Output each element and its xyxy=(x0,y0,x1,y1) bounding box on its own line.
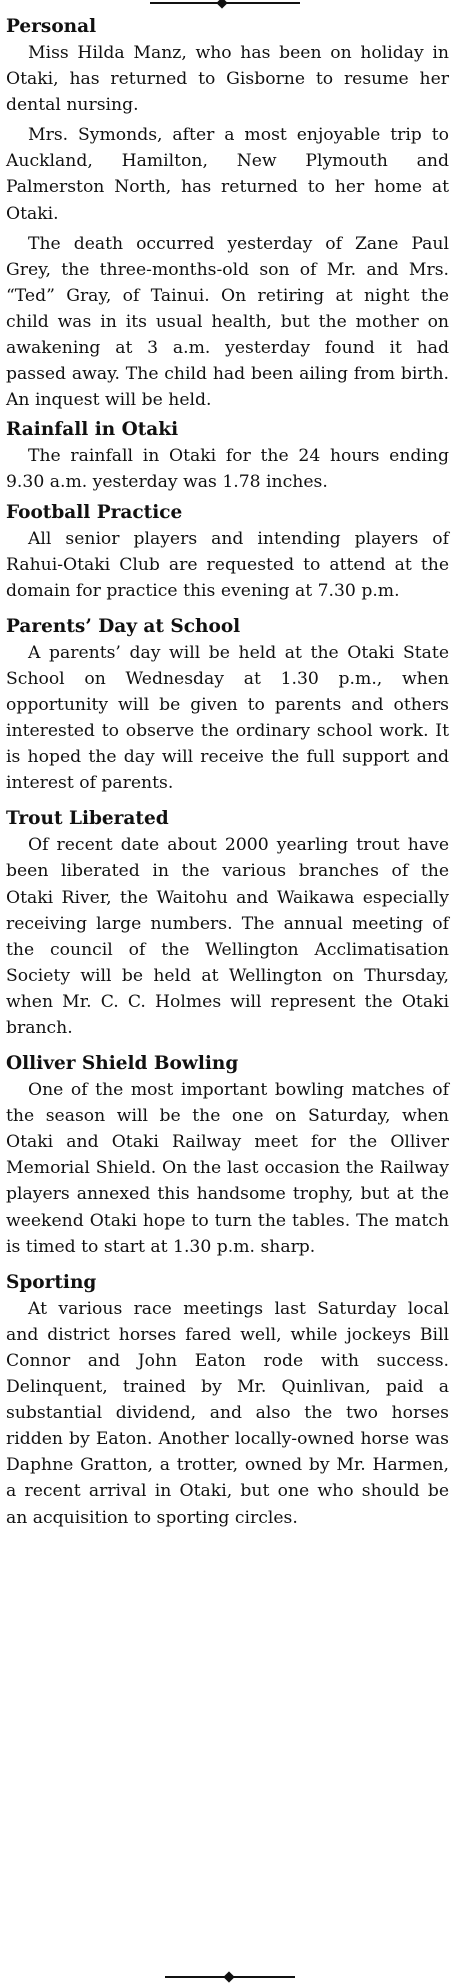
article-personal xyxy=(6,14,449,413)
article-paragraph: The death occurred yesterday of Zane Paul Grey, the three-months-old son of Mr. and Mrs. “Ted” Gray, of Tainui. On retiring at night the child was in its usual health, but the mother on awakening at 3 a.m. yesterday found it had passed away. The child had been ailing from birth. An inquest will be held. xyxy=(6,233,449,411)
article-headline: Football Practice xyxy=(6,501,183,523)
article-bowling xyxy=(6,1051,449,1260)
article-football xyxy=(6,500,449,604)
article-paragraph: Mrs. Symonds, after a most enjoyable trip to Auckland, Hamilton, New Plymouth and Palmerston North, has returned to her home at Otaki. xyxy=(6,125,449,224)
article-headline: Trout Liberated xyxy=(6,808,169,830)
article-headline: Sporting xyxy=(6,1271,97,1293)
article-headline: Personal xyxy=(6,16,97,37)
article-headline: Parents’ Day at School xyxy=(6,615,241,637)
article-paragraph: A parents’ day will be held at the Otaki State School on Wednesday at 1.30 p.m., when opportunity will be given to parents and others interested to observe the ordinary school work. It is hoped the day will receive the full support and interest of parents. xyxy=(6,642,449,794)
bottom-ornament-rule xyxy=(165,1976,295,1978)
article-sporting xyxy=(6,1270,449,1531)
article-paragraph: One of the most important bowling matches of the season will be the one on Saturday, when Otaki and Otaki Railway meet for the Olliver Memorial Shield. On the last occasion the Railway players annexed this handsome trophy, but at the weekend Otaki hope to turn the tables. The match is timed to start at 1.30 p.m. sharp. xyxy=(6,1080,449,1257)
article-paragraph: The rainfall in Otaki for the 24 hours ending 9.30 a.m. yesterday was 1.78 inches. xyxy=(6,446,449,493)
top-ornament-rule xyxy=(150,2,300,4)
article-parents-day xyxy=(6,614,449,797)
article-paragraph: Of recent date about 2000 yearling trout have been liberated in the various branches of the Otaki River, the Waitohu and Waikawa especially receiving large numbers. The annual meeting of the council of the Wellington Acclimatisation Society will be held at Wellington on Thursday, when Mr. C. C. Holmes will represent the Otaki branch. xyxy=(6,835,449,1038)
article-headline: Olliver Shield Bowling xyxy=(6,1053,239,1075)
article-paragraph: Miss Hilda Manz, who has been on holiday in Otaki, has returned to Gisborne to resume her dental nursing. xyxy=(6,43,449,116)
article-rainfall xyxy=(6,417,449,495)
article-paragraph: At various race meetings last Saturday local and district horses fared well, while jockeys Bill Connor and John Eaton rode with success. Delinquent, trained by Mr. Quinlivan, paid a substantial dividend, and also the two horses ridden by Eaton. Another locally-owned horse was Daphne Gratton, a trotter, owned by Mr. Harmen, a recent arrival in Otaki, but one who should be an acquisition to sporting circles. xyxy=(6,1298,449,1528)
article-trout xyxy=(6,806,449,1041)
article-headline: Rainfall in Otaki xyxy=(6,419,179,441)
article-paragraph: All senior players and intending players of Rahui-Otaki Club are requested to attend at the domain for practice this evening at 7.30 p.m. xyxy=(6,528,449,601)
